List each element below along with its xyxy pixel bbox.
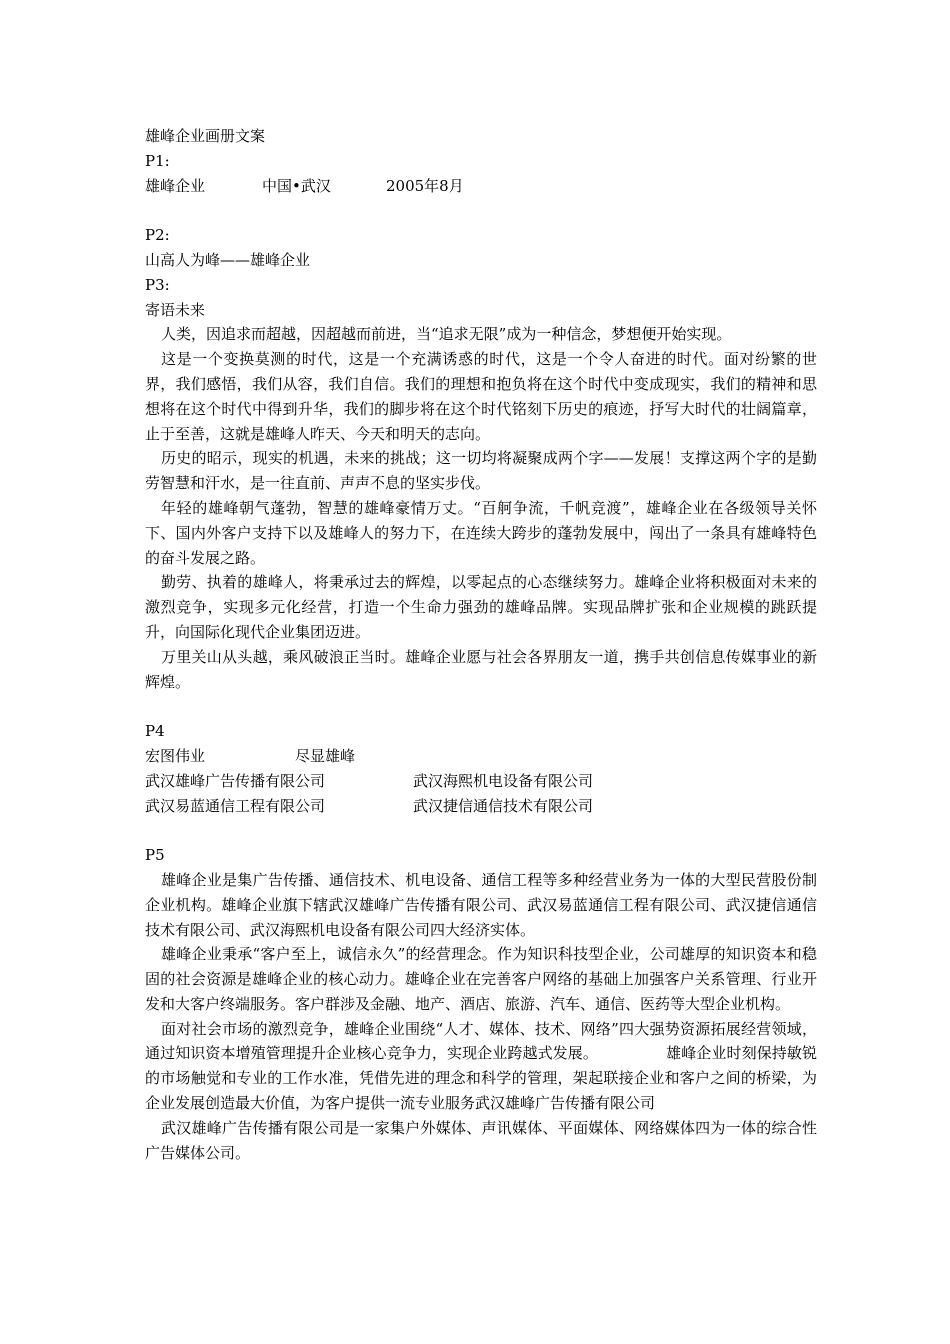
spacer bbox=[145, 818, 817, 843]
p4-label: P4 bbox=[145, 722, 165, 741]
p5-paragraph: 雄峰企业秉承“客户至上，诚信永久”的经营理念。作为知识科技型企业，公司雄厚的知识资本和稳固的社会资源是雄峰企业的核心动力。雄峰企业在完善客户网络的基础上加强客户关系管理、行业开发和大客户终端服务。客户群涉及金融、地产、酒店、旅游、汽车、通信、医药等大型企业机构。 bbox=[145, 945, 817, 1013]
p5-paragraph: 武汉雄峰广告传播有限公司是一家集户外媒体、声讯媒体、平面媒体、网络媒体四为一体的综合性广告媒体公司。 bbox=[145, 1118, 817, 1162]
p4-slogan-right: 尽显雄峰 bbox=[295, 746, 356, 765]
spacer bbox=[145, 198, 817, 223]
document-title: 雄峰企业画册文案 bbox=[145, 127, 266, 145]
p5-label: P5 bbox=[145, 846, 165, 865]
p3-paragraph: 历史的昭示，现实的机遇，未来的挑战；这一切均将凝聚成两个字——发展！支撑这两个字的是勤劳智慧和汗水，是一往直前、声声不息的坚实步伐。 bbox=[145, 449, 817, 493]
p4-company: 武汉海熙机电设备有限公司 bbox=[413, 771, 594, 790]
p4-company-row bbox=[145, 769, 817, 794]
p4-company-row bbox=[145, 794, 817, 819]
p3-paragraph: 这是一个变换莫测的时代，这是一个充满诱惑的时代，这是一个令人奋进的时代。面对纷繁的世界，我们感悟，我们从容，我们自信。我们的理想和抱负将在这个时代中变成现实，我们的精神和思想将在这个时代中得到升华，我们的脚步将在这个时代铭刻下历史的痕迹，抒写大时代的壮阔篇章，止于至善，这就是雄峰人昨天、今天和明天的志向。 bbox=[145, 350, 817, 443]
p1-location: 中国•武汉 bbox=[262, 176, 331, 195]
p4-slogan bbox=[145, 744, 817, 769]
p3-label: P3: bbox=[145, 275, 170, 294]
p4-company: 武汉雄峰广告传播有限公司 bbox=[145, 771, 326, 790]
p1-cover-line bbox=[145, 174, 817, 199]
p1-company: 雄峰企业 bbox=[145, 176, 206, 195]
p3-paragraph: 万里关山从头越，乘风破浪正当时。雄峰企业愿与社会各界朋友一道，携手共创信息传媒事业的新辉煌。 bbox=[145, 647, 817, 691]
p5-paragraph: 面对社会市场的激烈竞争，雄峰企业围绕“人才、媒体、技术、网络”四大强势资源拓展经营领域，通过知识资本增殖管理提升企业核心竞争力，实现企业跨越式发展。 雄峰企业时刻保持敏锐的市场触觉和专业的工作水准，凭借先进的理念和科学的管理，架起联接企业和客户之间的桥梁，为企业发展创造最大价值，为客户提供一流专业服务武汉雄峰广告传播有限公司 bbox=[145, 1019, 817, 1113]
p1-date: 2005年8月 bbox=[386, 176, 464, 195]
p1-label: P1: bbox=[145, 151, 170, 170]
p2-label: P2: bbox=[145, 226, 170, 245]
p2-slogan: 山高人为峰——雄峰企业 bbox=[145, 250, 311, 269]
p3-paragraph: 人类，因追求而超越，因超越而前进，当“追求无限”成为一种信念，梦想便开始实现。 bbox=[161, 325, 732, 344]
document-page bbox=[145, 124, 817, 1165]
p4-company: 武汉易蓝通信工程有限公司 bbox=[145, 796, 326, 815]
p4-slogan-left: 宏图伟业 bbox=[145, 746, 206, 765]
spacer bbox=[145, 694, 817, 719]
p3-paragraph: 勤劳、执着的雄峰人，将秉承过去的辉煌，以零起点的心态继续努力。雄峰企业将积极面对未来的激烈竞争，实现多元化经营，打造一个生命力强劲的雄峰品牌。实现品牌扩张和企业规模的跳跃提升，向国际化现代企业集团迈进。 bbox=[145, 573, 817, 641]
p3-paragraph: 年轻的雄峰朝气蓬勃，智慧的雄峰豪情万丈。“百舸争流，千帆竞渡”，雄峰企业在各级领导关怀下、国内外客户支持下以及雄峰人的努力下，在连续大跨步的蓬勃发展中，闯出了一条具有雄峰特色的奋斗发展之路。 bbox=[145, 498, 817, 567]
p5-paragraph: 雄峰企业是集广告传播、通信技术、机电设备、通信工程等多种经营业务为一体的大型民营股份制企业机构。雄峰企业旗下辖武汉雄峰广告传播有限公司、武汉易蓝通信工程有限公司、武汉捷信通信技术有限公司、武汉海熙机电设备有限公司四大经济实体。 bbox=[145, 870, 817, 939]
p4-company: 武汉捷信通信技术有限公司 bbox=[413, 796, 594, 815]
p3-heading: 寄语未来 bbox=[145, 300, 206, 319]
